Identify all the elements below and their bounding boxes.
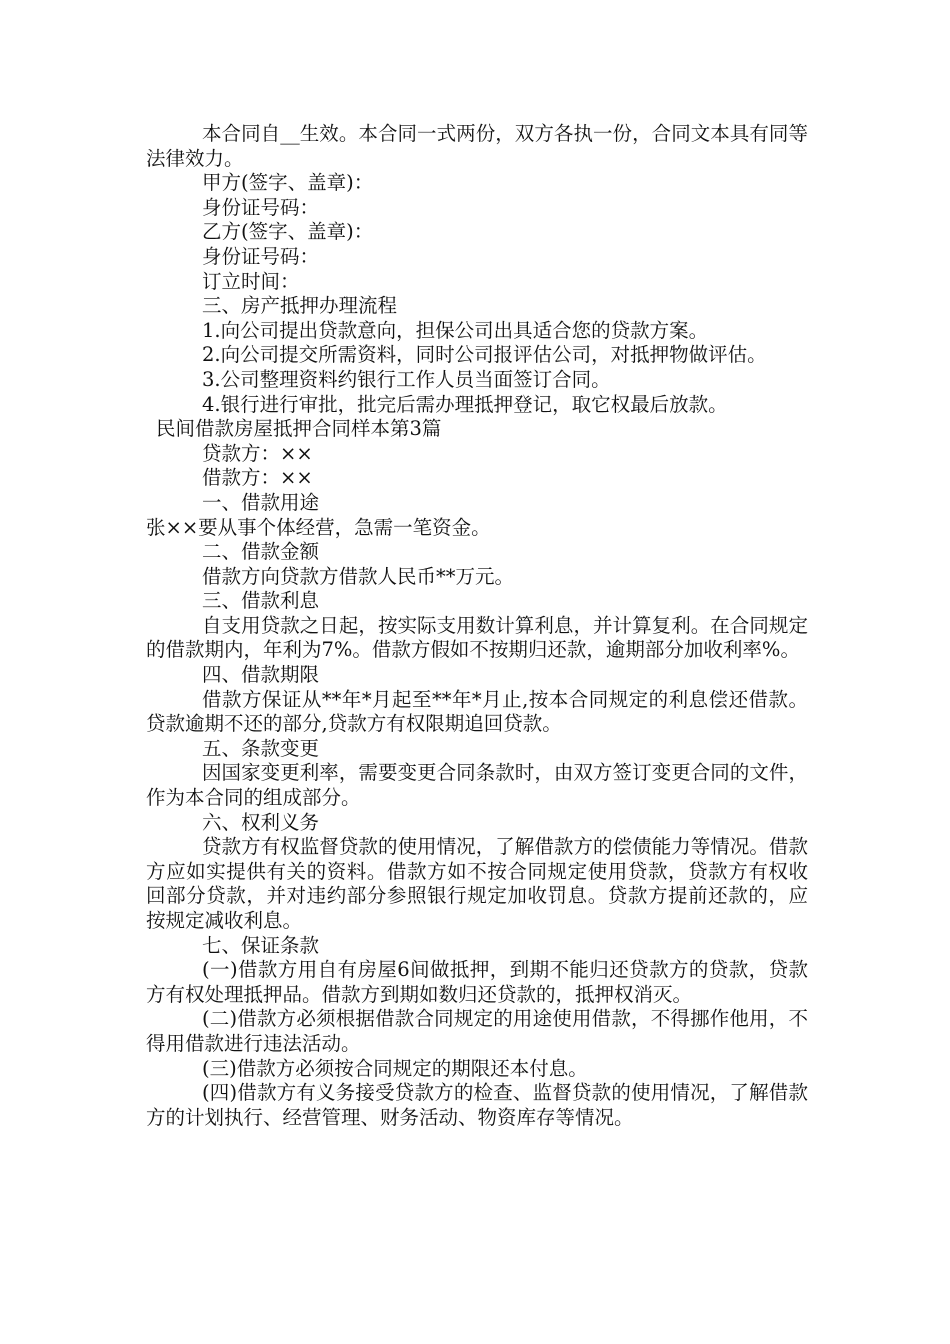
section-heading-rights-obligations: 六、权利义务 (202, 810, 320, 834)
paragraph-loan-amount: 借款方向贷款方借款人民币**万元。 (202, 564, 515, 588)
paragraph-party-a-sign: 甲方(签字、盖章)： (202, 171, 374, 195)
guarantee-item-4: (四)借款方有义务接受贷款方的检查、监督贷款的使用情况，了解借款方的计划执行、经营管理、财务活动、物资库存等情况。 (146, 1081, 808, 1129)
paragraph-sign-date: 订立时间： (202, 269, 300, 293)
section-heading-guarantee: 七、保证条款 (202, 933, 320, 957)
process-step-2: 2.向公司提交所需资料，同时公司报评估公司，对抵押物做评估。 (202, 343, 767, 367)
guarantee-item-2: (二)借款方必须根据借款合同规定的用途使用借款，不得挪作他用，不得用借款进行违法活动。 (146, 1007, 808, 1055)
section-heading-clause-change: 五、条款变更 (202, 736, 320, 760)
paragraph-clause-change: 因国家变更利率，需要变更合同条款时，由双方签订变更合同的文件，作为本合同的组成部分。 (146, 761, 808, 810)
section-heading-mortgage-process: 三、房产抵押办理流程 (202, 294, 398, 318)
document-page (146, 122, 808, 1130)
paragraph-party-a-id: 身份证号码： (202, 195, 320, 219)
paragraph-party-b-id: 身份证号码： (202, 244, 320, 268)
paragraph-loan-term: 借款方保证从**年*月起至**年*月止,按本合同规定的利息偿还借款。贷款逾期不还的部分,贷款方有权限期追回贷款。 (146, 687, 808, 736)
section-heading-loan-purpose: 一、借款用途 (202, 490, 320, 514)
paragraph-lender: 贷款方：×× (202, 441, 313, 465)
section-heading-loan-interest: 三、借款利息 (202, 589, 320, 613)
paragraph-effective-clause: 本合同自__生效。本合同一式两份，双方各执一份，合同文本具有同等法律效力。 (146, 122, 808, 170)
section-heading-loan-term: 四、借款期限 (202, 663, 320, 687)
guarantee-item-1: (一)借款方用自有房屋6间做抵押，到期不能归还贷款方的贷款，贷款方有权处理抵押品。借款方到期如数归还贷款的，抵押权消灭。 (146, 958, 808, 1006)
paragraph-rights-obligations: 贷款方有权监督贷款的使用情况，了解借款方的偿债能力等情况。借款方应如实提供有关的资料。借款方如不按合同规定使用贷款，贷款方有权收回部分贷款，并对违约部分参照银行规定加收罚息。贷款方提前还款的，应按规定减收利息。 (146, 835, 808, 932)
document-part-title: 民间借款房屋抵押合同样本第3篇 (156, 417, 442, 441)
paragraph-borrower: 借款方：×× (202, 466, 313, 490)
paragraph-party-b-sign: 乙方(签字、盖章)： (202, 220, 374, 244)
guarantee-item-3: (三)借款方必须按合同规定的期限还本付息。 (202, 1056, 588, 1080)
process-step-4: 4.银行进行审批，批完后需办理抵押登记，取它权最后放款。 (202, 392, 728, 416)
paragraph-loan-purpose: 张××要从事个体经营，急需一笔资金。 (146, 515, 491, 539)
paragraph-loan-interest: 自支用贷款之日起，按实际支用数计算利息，并计算复利。在合同规定的借款期内，年利为7%。借款方假如不按期归还款，逾期部分加收利率%。 (146, 613, 808, 662)
section-heading-loan-amount: 二、借款金额 (202, 540, 320, 564)
process-step-3: 3.公司整理资料约银行工作人员当面签订合同。 (202, 367, 611, 391)
process-step-1: 1.向公司提出贷款意向，担保公司出具适合您的贷款方案。 (202, 318, 709, 342)
